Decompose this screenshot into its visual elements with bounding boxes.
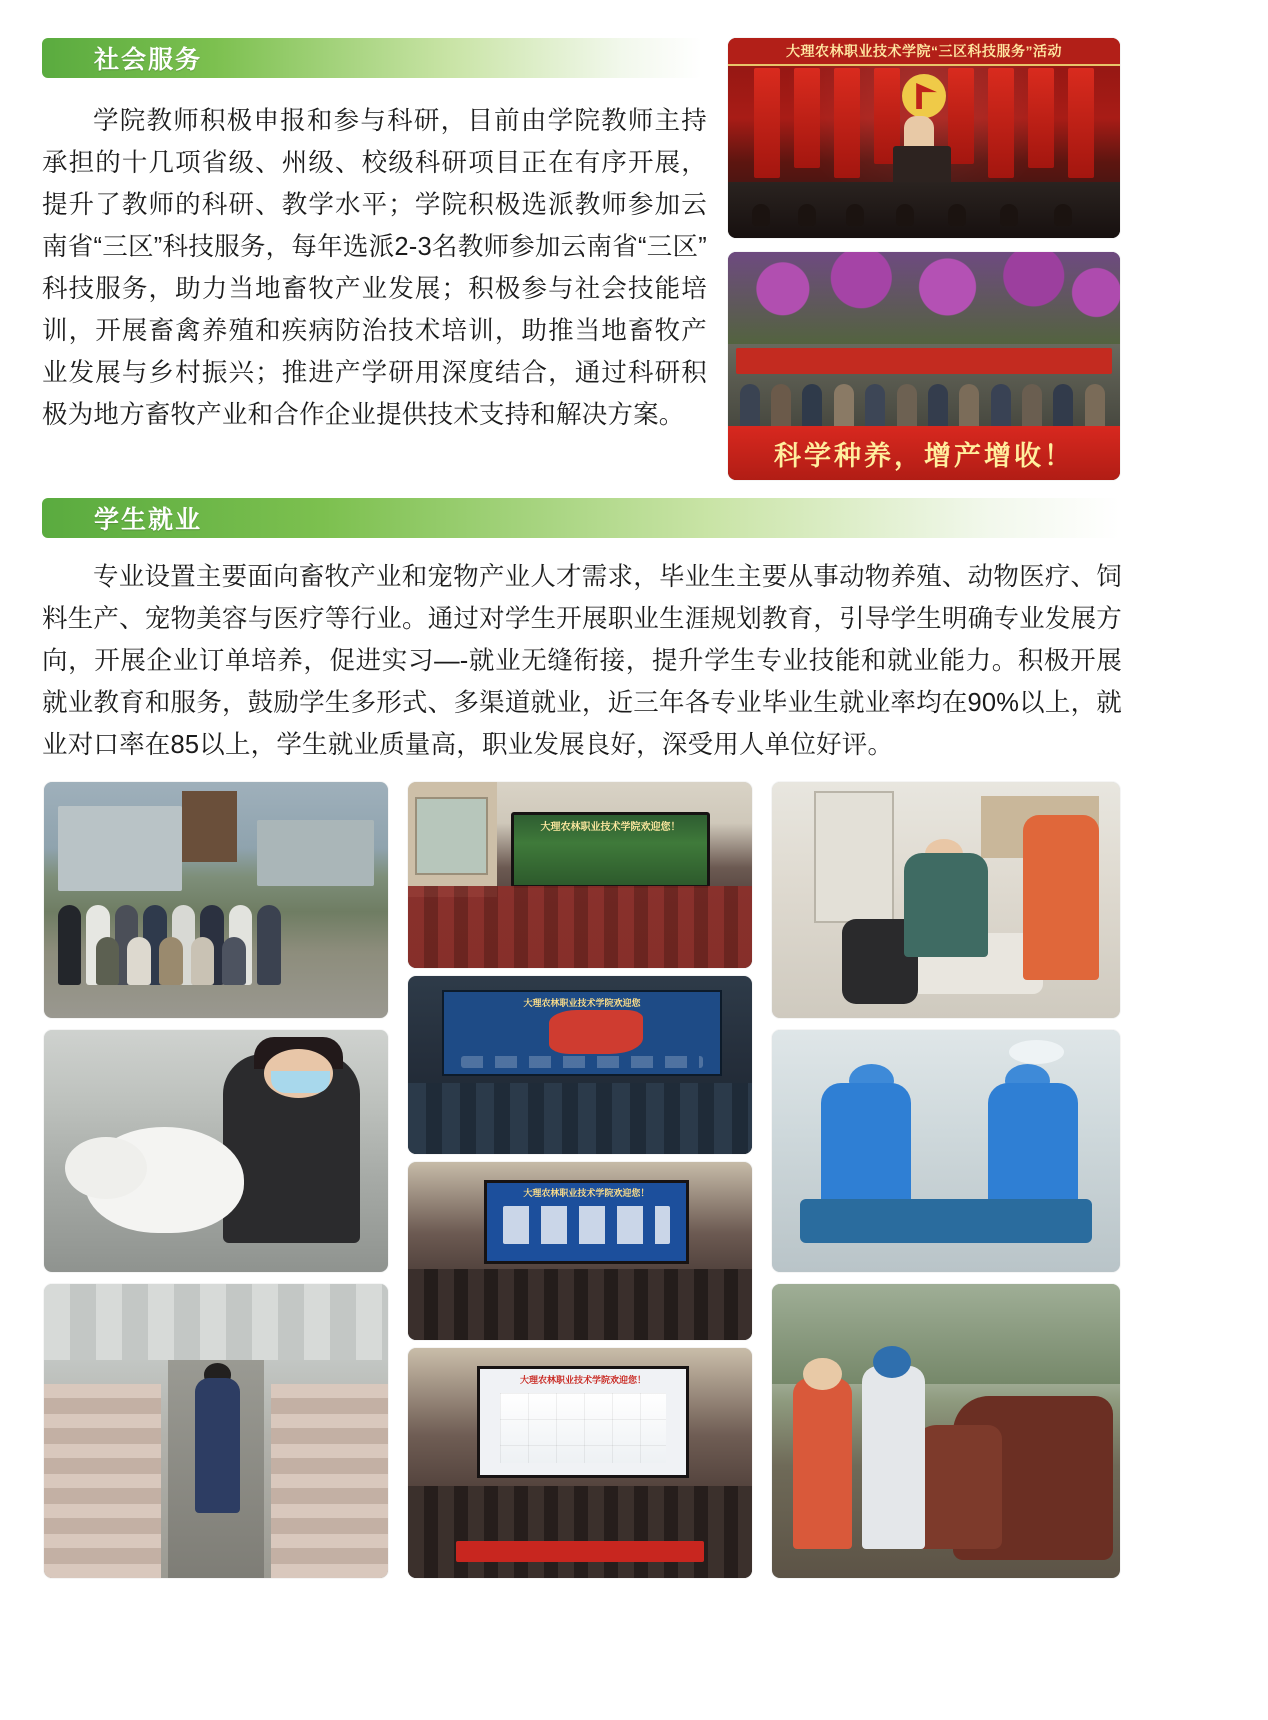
screen-title-auditorium-green: 大理农林职业技术学院欢迎您！ <box>540 822 681 834</box>
photo-lecture-dogs <box>408 1348 752 1578</box>
photo-meeting-flags <box>728 38 1120 238</box>
photo-group-banner <box>728 252 1120 480</box>
photo-caption-meeting: 大理农林职业技术学院“三区科技服务”活动 <box>728 38 1120 66</box>
photo-banner-text: 科学种养，增产增收！ <box>728 426 1120 480</box>
section-heading-label: 社会服务 <box>94 46 203 74</box>
photo-pet-grooming <box>44 1030 388 1272</box>
screen-title-conference-map: 大理农林职业技术学院欢迎您 <box>523 997 641 1008</box>
photo-conference-map <box>408 976 752 1154</box>
photo-surgery <box>772 1030 1120 1272</box>
photo-auditorium-green <box>408 782 752 968</box>
section-heading-social-service <box>42 38 702 78</box>
paragraph-student-employment: 专业设置主要面向畜牧产业和宠物产业人才需求，毕业生主要从事动物养殖、动物医疗、饲料生产、宠物美容与医疗等行业。通过对学生开展职业生涯规划教育，引导学生明确专业发展方向，开展企业订单培养，促进实习—-就业无缝衔接，提升学生专业技能和就业能力。积极开展就业教育和服务，鼓励学生多形式、多渠道就业，近三年各专业毕业生就业率均在90%以上，就业对口率在85以上，学生就业质量高，职业发展良好，深受用人单位好评。 <box>42 563 1122 759</box>
photo-lecture-blue <box>408 1162 752 1340</box>
section-heading-label-2: 学生就业 <box>94 506 203 534</box>
photo-farm-group <box>44 782 388 1018</box>
paragraph-social-service: 学院教师积极申报和参与科研，目前由学院教师主持承担的十几项省级、州级、校级科研项目正在有序开展，提升了教师的科研、教学水平；学院积极选派教师参加云南省“三区”科技服务，每年选派2-3名教师参加云南省“三区”科技服务，助力当地畜牧产业发展；积极参与社会技能培训，开展畜禽养殖和疾病防治技术培训，助推当地畜牧产业发展与乡村振兴；推进产学研用深度结合，通过科研积极为地方畜牧产业和合作企业提供技术支持和解决方案。 <box>42 107 707 429</box>
screen-title-lecture-dogs: 大理农林职业技术学院欢迎您！ <box>519 1374 646 1385</box>
photo-cattle-field <box>772 1284 1120 1578</box>
photo-vet-clinic <box>772 782 1120 1018</box>
photo-pig-barn <box>44 1284 388 1578</box>
screen-title-lecture-blue: 大理农林职业技术学院欢迎您！ <box>523 1187 650 1198</box>
section-heading-student-employment <box>42 498 1120 538</box>
